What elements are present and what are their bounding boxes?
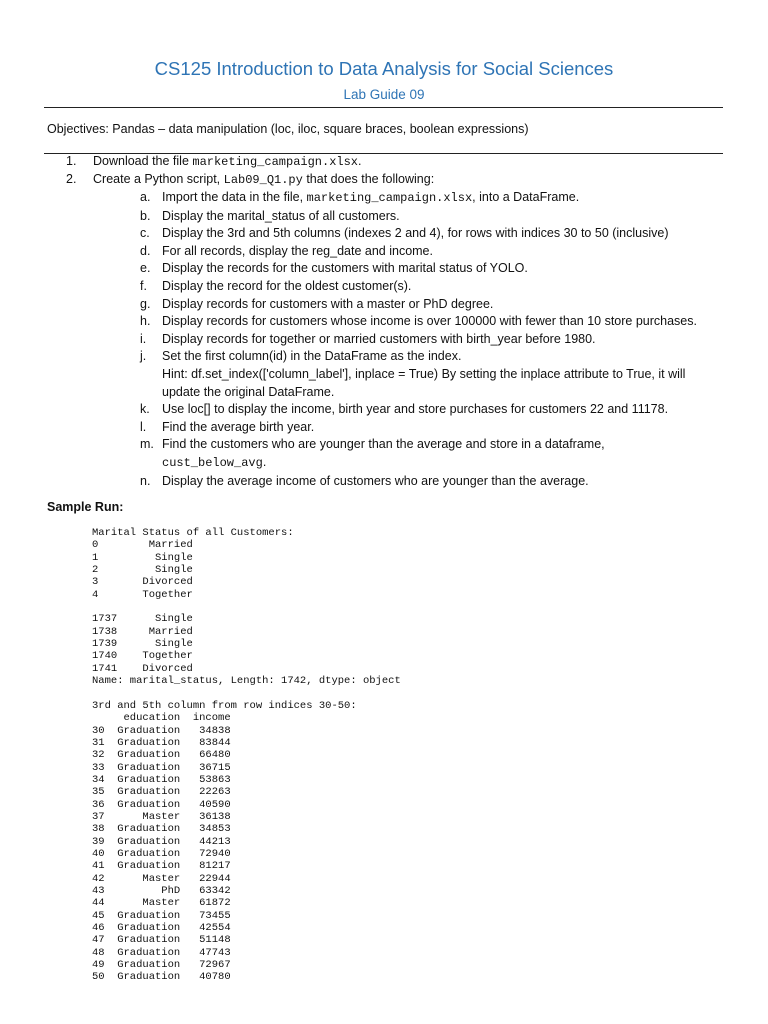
code-token: cust_below_avg <box>162 455 263 470</box>
substep-line: Hint: df.set_index(['column_label'], inplace = True) By setting the inplace attribute to True, it will <box>162 366 686 381</box>
output-line: 1737 Single <box>92 613 193 626</box>
substep-body <box>162 401 727 419</box>
substep-line: Display the marital_status of all customers. <box>162 208 400 223</box>
substep-letter: b. <box>140 208 151 223</box>
substep-line: Display the record for the oldest customer(s). <box>162 278 412 293</box>
substep-letter: n. <box>140 473 151 488</box>
output-line: 44 Master 61872 <box>92 897 231 910</box>
document-title: CS125 Introduction to Data Analysis for Social Sciences <box>154 58 614 79</box>
substep-m <box>0 436 768 472</box>
output-line: 31 Graduation 83844 <box>92 736 231 749</box>
output-line <box>92 687 401 699</box>
substep-letter: f. <box>140 278 147 293</box>
text-segment: , into a DataFrame. <box>472 190 580 204</box>
step-text-part: Download the file <box>93 154 193 168</box>
output-line: 39 Graduation 44213 <box>92 835 231 848</box>
substep-letter: a. <box>140 190 151 204</box>
step-2 <box>0 172 768 190</box>
header-divider <box>44 107 723 108</box>
substep-c <box>0 225 768 243</box>
output-line: 46 Graduation 42554 <box>92 922 231 934</box>
sample-output-block <box>92 527 401 984</box>
substep-j <box>0 348 768 401</box>
substep-k <box>0 401 768 419</box>
output-line: Name: marital_status, Length: 1742, dtype: object <box>92 675 401 688</box>
output-line: 45 Graduation 73455 <box>92 909 231 922</box>
output-line: 38 Graduation 34853 <box>92 823 231 836</box>
substep-f <box>0 278 768 296</box>
substep-body <box>162 296 727 314</box>
substep-letter: m. <box>140 437 154 452</box>
substep-body <box>162 225 727 243</box>
substep-letter: h. <box>140 314 151 329</box>
substep-body <box>162 348 727 401</box>
substep-line: Display the average income of customers who are younger than the average. <box>162 473 589 488</box>
substep-line: Find the average birth year. <box>162 419 315 434</box>
output-line: 36 Graduation 40590 <box>92 798 231 811</box>
substep-letter: k. <box>140 402 150 417</box>
objectives-text: Objectives: Pandas – data manipulation (loc, iloc, square braces, boolean expressions) <box>47 122 529 136</box>
substep-line: For all records, display the reg_date and income. <box>162 243 433 258</box>
text-segment: . <box>262 454 267 469</box>
substep-line <box>162 189 727 208</box>
output-line: 41 Graduation 81217 <box>92 860 231 873</box>
code-token: marketing_campaign.xlsx <box>306 191 473 205</box>
text-segment: Import the data in the file, <box>162 190 307 204</box>
substep-letter: e. <box>140 261 151 276</box>
output-line: 1741 Divorced <box>92 662 193 675</box>
document-subtitle: Lab Guide 09 <box>343 87 425 102</box>
substep-letter: c. <box>140 226 150 241</box>
substep-n <box>0 473 768 491</box>
step-number: 1. <box>66 154 77 168</box>
output-line: 0 Married <box>92 539 193 552</box>
output-line: 2 Single <box>92 564 193 577</box>
substep-list <box>0 189 768 490</box>
substep-letter: i. <box>140 331 147 346</box>
step-text <box>93 154 362 169</box>
output-line: education income <box>92 712 231 725</box>
substep-letter: j. <box>140 349 147 364</box>
substep-body <box>162 331 727 349</box>
output-line: 48 Graduation 47743 <box>92 946 231 959</box>
substep-line: update the original DataFrame. <box>162 384 335 399</box>
substep-line: Display the records for the customers with marital status of YOLO. <box>162 261 528 276</box>
output-line: 42 Master 22944 <box>92 872 231 885</box>
substep-g <box>0 296 768 314</box>
step-text-part: that does the following: <box>302 172 435 186</box>
output-line: 50 Graduation 40780 <box>92 971 231 984</box>
substep-l <box>0 419 768 437</box>
script-name: Lab09_Q1.py <box>223 173 303 187</box>
substep-line: Display records for customers with a master or PhD degree. <box>162 296 494 311</box>
substep-body <box>162 473 727 491</box>
output-line: Marital Status of all Customers: <box>92 527 294 539</box>
substep-letter: d. <box>140 243 151 258</box>
output-line: 3 Divorced <box>92 576 193 589</box>
sample-run-heading: Sample Run: <box>47 500 124 514</box>
substep-line: Use loc[] to display the income, birth year and store purchases for customers 22 and 11178. <box>162 402 669 417</box>
output-line: 30 Graduation 34838 <box>92 724 231 737</box>
output-line: 34 Graduation 53863 <box>92 773 231 786</box>
substep-b <box>0 208 768 226</box>
substep-d <box>0 243 768 261</box>
output-line: 3rd and 5th column from row indices 30-50: <box>92 699 357 712</box>
output-line <box>92 601 401 613</box>
substep-line <box>162 454 727 473</box>
output-line: 4 Together <box>92 588 193 601</box>
output-line: 33 Graduation 36715 <box>92 761 231 774</box>
substep-letter: g. <box>140 296 151 311</box>
substep-line: Display records for customers whose income is over 100000 with fewer than 10 store purchases. <box>162 314 697 329</box>
output-line: 1738 Married <box>92 625 193 638</box>
output-line: 49 Graduation 72967 <box>92 959 231 972</box>
output-line: 35 Graduation 22263 <box>92 786 231 799</box>
output-line: 40 Graduation 72940 <box>92 847 231 860</box>
substep-body <box>162 189 727 208</box>
output-line: 1 Single <box>92 551 193 564</box>
step-1 <box>0 154 768 172</box>
substep-line: Display records for together or married customers with birth_year before 1980. <box>162 331 596 346</box>
substep-line: Find the customers who are younger than the average and store in a dataframe, <box>162 437 605 452</box>
step-text <box>93 172 434 187</box>
substep-h <box>0 313 768 331</box>
output-line: 1740 Together <box>92 650 193 663</box>
output-line: 32 Graduation 66480 <box>92 749 231 762</box>
substep-body <box>162 208 727 226</box>
substep-line: Display the 3rd and 5th columns (indexes 2 and 4), for rows with indices 30 to 50 (inclusive) <box>162 226 669 241</box>
substep-body <box>162 278 727 296</box>
file-name: marketing_campaign.xlsx <box>192 155 359 169</box>
substep-body <box>162 313 727 331</box>
step-text-part: Create a Python script, <box>93 172 224 186</box>
output-line: 47 Graduation 51148 <box>92 934 231 947</box>
step-text-part: . <box>358 154 362 168</box>
substep-e <box>0 260 768 278</box>
substep-i <box>0 331 768 349</box>
substep-a <box>0 189 768 208</box>
substep-body <box>162 436 727 472</box>
output-line: 1739 Single <box>92 638 193 651</box>
substep-body <box>162 419 727 437</box>
substep-letter: l. <box>140 419 147 434</box>
substep-body <box>162 260 727 278</box>
output-line: 43 PhD 63342 <box>92 884 231 897</box>
output-line: 37 Master 36138 <box>92 810 231 823</box>
step-number: 2. <box>66 172 77 186</box>
substep-line: Set the first column(id) in the DataFrame as the index. <box>162 349 462 364</box>
substep-body <box>162 243 727 261</box>
